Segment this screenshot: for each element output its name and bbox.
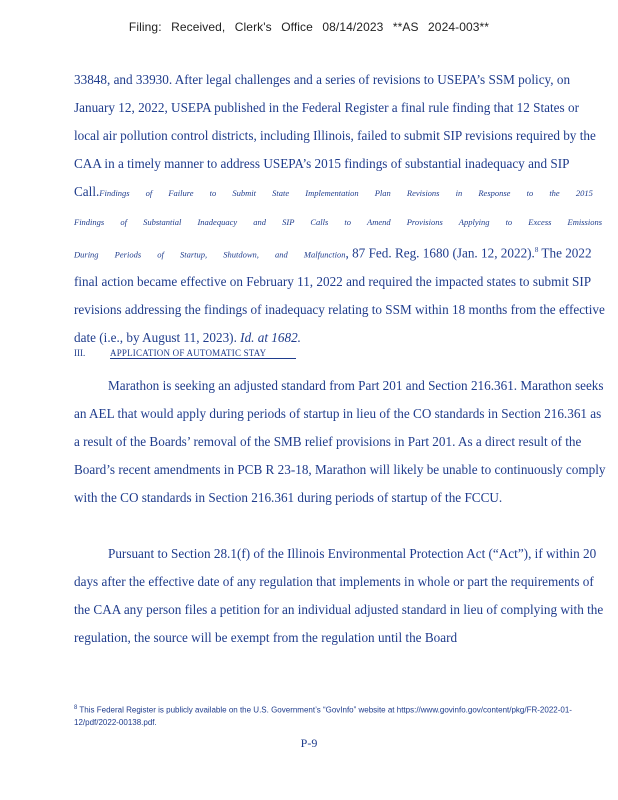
id-citation: Id. at 1682. <box>236 330 301 346</box>
section-heading <box>74 348 606 359</box>
page-number: P-9 <box>300 736 318 750</box>
filing-header: Filing: Received, Clerk's Office 08/14/2023 **AS 2024-003** <box>128 20 490 34</box>
paragraph-text: The 2022 final action became effective on February 11, 2022 and required the impacted states to submit SIP revisions addressing the findings of inadequacy relating to SSM within 18 months from the effective date (i.e., by August 11, 2023). <box>74 245 605 346</box>
section-number: III. <box>74 348 86 358</box>
footnote-text: This Federal Register is publicly available on the U.S. Government’s “GovInfo” website at https://www.govinfo.gov/content/pkg/FR-2022-01-12/pdf/2022-00138.pdf. <box>74 705 572 727</box>
footnote-reference: 8 <box>534 246 539 254</box>
section-title: APPLICATION OF AUTOMATIC STAY <box>110 348 296 359</box>
citation-reference: , 87 Fed. Reg. 1680 (Jan. 12, 2022). <box>345 245 535 261</box>
paragraph-automatic-stay: Pursuant to Section 28.1(f) of the Illinois Environmental Protection Act (“Act”), if within 20 days after the effective date of any regulation that implements in whole or part the requirements of the CAA any person files a petition for an individual adjusted standard in lieu of complying with the regulation, the source will be exempt from the regulation until the Board <box>74 546 604 645</box>
paragraph-adjusted-standard: Marathon is seeking an adjusted standard from Part 201 and Section 216.361. Marathon seeks an AEL that would apply during periods of startup in lieu of the CO standards in Section 216.361 as a result of the Boards’ removal of the SMB relief provisions in Part 201. As a direct result of the Board’s recent amendments in PCB R 23-18, Marathon will likely be unable to continuously comply with the CO standards in Section 216.361 during periods of startup of the FCCU. <box>74 378 606 505</box>
paragraph-text: 33848, and 33930. After legal challenges and a series of revisions to USEPA’s SSM policy, on January 12, 2022, USEPA published in the Federal Register a final rule finding that 12 States or local air pollution control districts, including Illinois, failed to submit SIP revisions required by the CAA in a timely manner to address USEPA’s 2015 findings of substantial inadequacy and SIP Call. <box>74 72 596 199</box>
citation-title: Findings of Failure to Submit State Implementation Plan Revisions in Response to the 2015 Findings of Substantial Inadequacy and SIP Calls to Amend Provisions Applying to Excess Emissions During Periods of Startup, Shutdown, and Malfunction <box>74 188 603 260</box>
paragraph-ssm-history <box>74 66 606 352</box>
footnote <box>74 702 606 729</box>
footnote-number: 8 <box>74 705 78 711</box>
